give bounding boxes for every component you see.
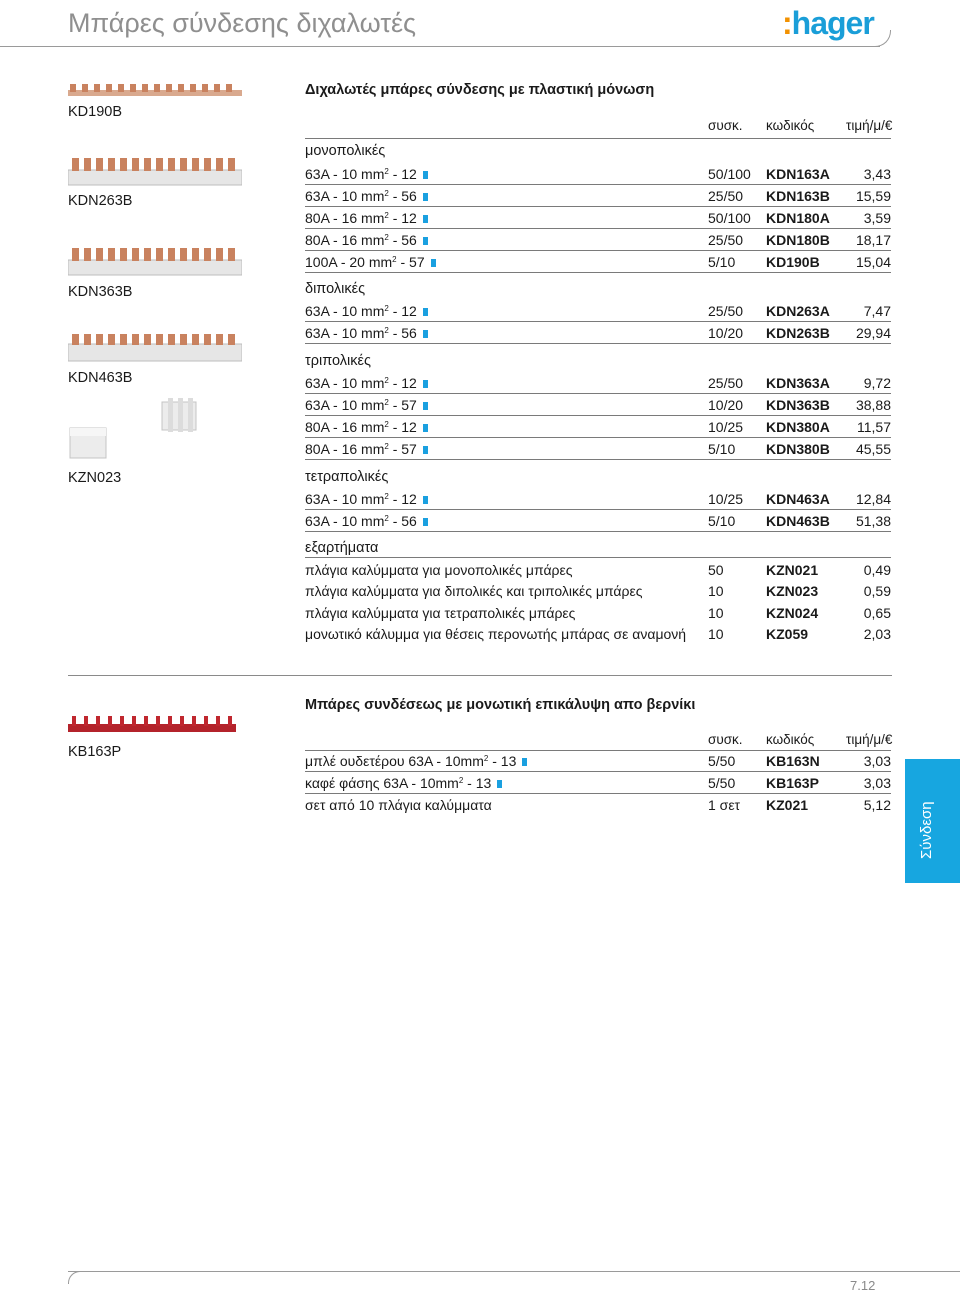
- image-label-kzn023: KZN023: [68, 470, 122, 486]
- column-header-price: τιμή/μ/€: [846, 118, 893, 133]
- section-divider: [68, 675, 892, 676]
- marker-icon: [423, 380, 428, 388]
- column-header-code: κωδικός: [766, 732, 815, 747]
- marker-icon: [423, 308, 428, 316]
- group-heading: τετραπολικές: [305, 469, 389, 485]
- marker-icon: [423, 215, 428, 223]
- footer-divider-curve: [68, 1271, 83, 1284]
- busbar-four-pole-image: [68, 334, 242, 362]
- marker-icon: [423, 446, 428, 454]
- table-row: 63A - 10 $mm^2 - 12$ 50/100 KDN163A 3,43: [305, 163, 891, 185]
- table-row: πλάγια καλύμματα για διπολικές και τριπολικές μπάρες 10 KZN023 0,59: [305, 583, 891, 599]
- column-header-price: τιμή/μ/€: [846, 732, 893, 747]
- marker-icon: [423, 193, 428, 201]
- table-row: 80A - 16 $mm^2 - 57$ 5/10 KDN380B 45,55: [305, 438, 891, 460]
- group-heading: διπολικές: [305, 281, 366, 297]
- table-row: 100A - 20 $mm^2 - 57$ 5/10 KD190B 15,04: [305, 251, 891, 273]
- table-row: 80A - 16 $mm^2 - 12$ 10/25 KDN380A 11,57: [305, 416, 891, 438]
- column-header-code: κωδικός: [766, 118, 815, 133]
- hager-logo: :hager: [782, 5, 874, 41]
- marker-icon: [497, 780, 502, 788]
- side-tab[interactable]: [905, 759, 960, 883]
- table-row: 63A - 10 $mm^2 - 56$ 10/20 KDN263B 29,94: [305, 322, 891, 344]
- image-label-kb163p: KB163P: [68, 744, 122, 760]
- table-row: 63A - 10 $mm^2 - 56$ 25/50 KDN163B 15,59: [305, 185, 891, 207]
- table-row: 80A - 16 $mm^2 - 56$ 25/50 KDN180B 18,17: [305, 229, 891, 251]
- image-label-kdn463b: KDN463B: [68, 370, 133, 386]
- marker-icon: [431, 259, 436, 267]
- table-row: 63A - 10 $mm^2 - 57$ 10/20 KDN363B 38,88: [305, 394, 891, 416]
- table-row: 80A - 16 $mm^2 - 12$ 50/100 KDN180A 3,59: [305, 207, 891, 229]
- image-label-kdn263b: KDN263B: [68, 193, 133, 209]
- table-row: 63A - 10 $mm^2 - 12$ 25/50 KDN263A 7,47: [305, 300, 891, 322]
- group-heading: εξαρτήματα: [305, 540, 379, 556]
- marker-icon: [423, 402, 428, 410]
- section-title: Διχαλωτές μπάρες σύνδεσης με πλαστική μόνωση: [305, 82, 655, 98]
- group-heading: τριπολικές: [305, 353, 371, 369]
- side-tab-label: Σύνδεση: [918, 801, 935, 859]
- marker-icon: [423, 518, 428, 526]
- table-row: μονωτικό κάλυμμα για θέσεις περονωτής μπάρας σε αναμονή 10 KZ059 2,03: [305, 626, 891, 642]
- table-row: καφέ φάσης $63A - 10mm^2 - 13$ 5/50 KB163P 3,03: [305, 772, 891, 794]
- group-divider: [305, 557, 891, 558]
- table-row: 63A - 10 $mm^2 - 12$ 10/25 KDN463A 12,84: [305, 488, 891, 510]
- marker-icon: [522, 758, 527, 766]
- section-title: Μπάρες συνδέσεως με μονωτική επικάλυψη απο βερνίκι: [305, 697, 696, 713]
- side-cover-image: [68, 424, 110, 460]
- table-row: σετ από 10 πλάγια καλύμματα 1 σετ KZ021 5,12: [305, 797, 891, 813]
- column-header-qty: συσκ.: [708, 118, 743, 133]
- group-heading: μονοπολικές: [305, 143, 386, 159]
- marker-icon: [423, 171, 428, 179]
- table-row: 63A - 10 $mm^2 - 56$ 5/10 KDN463B 51,38: [305, 510, 891, 532]
- marker-icon: [423, 424, 428, 432]
- column-header-qty: συσκ.: [708, 732, 743, 747]
- busbar-single-image: [68, 84, 242, 98]
- table-row: μπλέ ουδετέρου $63A - 10mm^2 - 13$ 5/50 KB163N 3,03: [305, 750, 891, 772]
- header-divider: [0, 46, 880, 47]
- header-underline: [305, 138, 891, 139]
- busbar-two-pole-image: [68, 158, 242, 186]
- page-title: Μπάρες σύνδεσης διχαλωτές: [68, 8, 417, 38]
- marker-icon: [423, 330, 428, 338]
- end-cap-image: [158, 398, 200, 434]
- image-label-kd190b: KD190B: [68, 104, 123, 120]
- marker-icon: [423, 237, 428, 245]
- busbar-three-pole-image: [68, 248, 242, 276]
- image-label-kdn363b: KDN363B: [68, 284, 133, 300]
- page-number: 7.12: [850, 1278, 876, 1293]
- marker-icon: [423, 496, 428, 504]
- table-row: πλάγια καλύμματα για τετραπολικές μπάρες 10 KZN024 0,65: [305, 605, 891, 621]
- table-row: πλάγια καλύμματα για μονοπολικές μπάρες 50 KZN021 0,49: [305, 562, 891, 578]
- busbar-varnished-image: [68, 712, 236, 736]
- table-row: 63A - 10 $mm^2 - 12$ 25/50 KDN363A 9,72: [305, 372, 891, 394]
- footer-divider: [68, 1271, 960, 1272]
